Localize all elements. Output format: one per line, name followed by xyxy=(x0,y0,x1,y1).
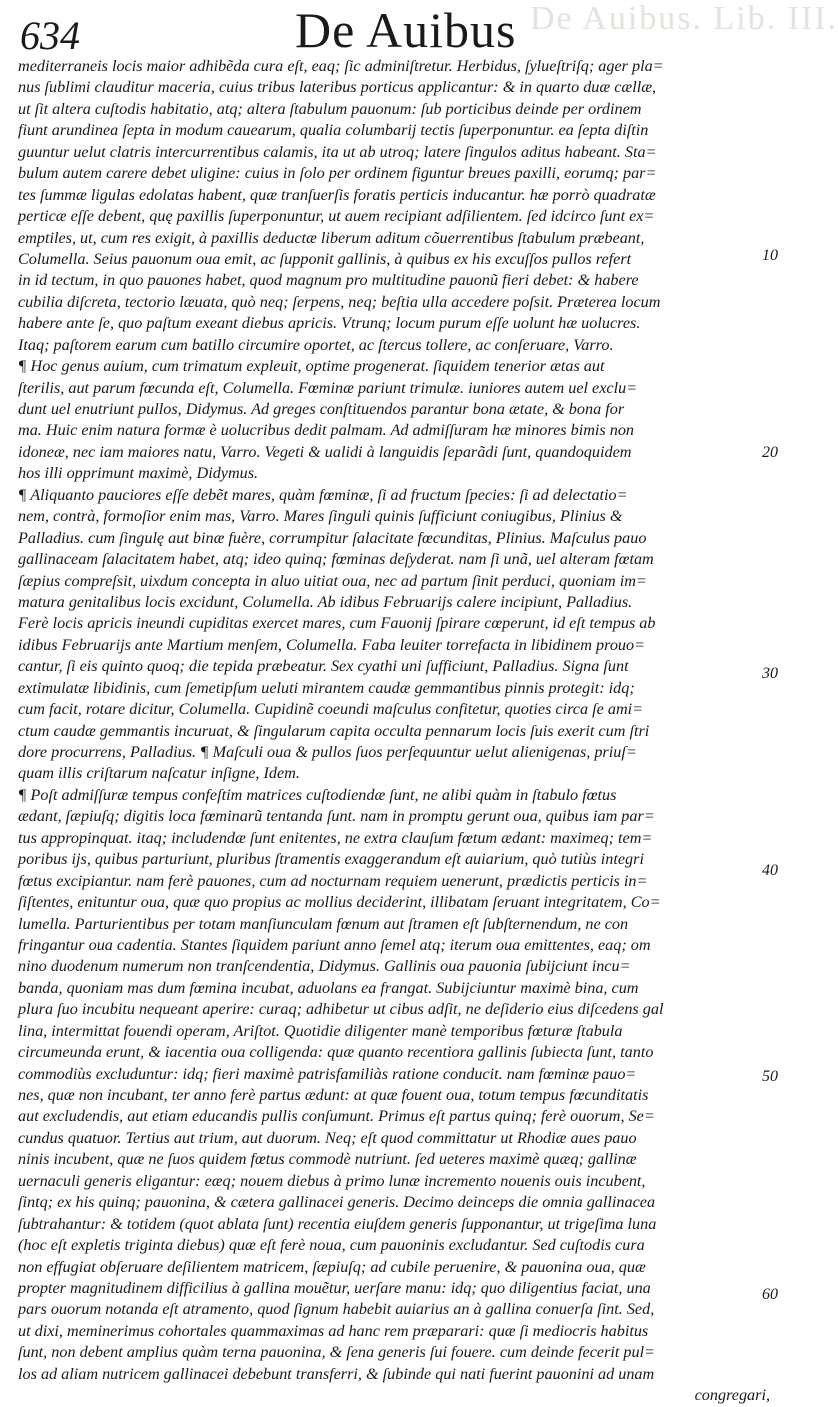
text-line: nes, quæ non incubant, ter anno ferè partus ædunt: at quæ fouent oua, totum tempus fœcunditatis xyxy=(18,1086,649,1104)
text-line: (hoc eſt expletis triginta diebus) quæ eſt ferè noua, cum pauoninis excludantur. Sed cuſtodis cura xyxy=(18,1236,645,1255)
bleed-through-header: De Auibus. Lib. III. xyxy=(530,0,838,37)
text-line: in id tectum, in quo pauones habet, quod magnum pro multitudine pauonũ fieri debet: & habere xyxy=(18,271,639,290)
text-line: dore procurrens, Palladius. ¶ Maſculi oua & pullos ſuos perſequuntur uelut alienigenas, priuſ= xyxy=(18,743,637,761)
text-line: extimulatæ libidinis, cum ſemetipſum ueluti mirantem caudæ gemmantibus pinnis protegit: idq; xyxy=(18,678,635,697)
text-line: ſterilis, aut parum fœcunda eſt, Columella. Fœminæ pariunt trimulæ. iuniores autem uel exclu= xyxy=(18,378,638,397)
text-line: matura genitalibus locis excidunt, Columella. Ab idibus Februarijs calere incipiunt, Palladius. xyxy=(18,592,633,611)
text-line: idoneæ, nec iam maiores natu, Varro. Vegeti & ualidi à languidis ſeparãdi ſunt, quandoquidem xyxy=(18,442,632,461)
text-line: ctum caudæ gemmantis incuruat, & ſingularum capita occulta pennarum locis ſuis exerit cum ſtri xyxy=(18,721,650,740)
text-line: emptiles, ut, cum res exigit, à paxillis deductæ liberum aditum cõuerrentibus ſtabulum præbeant, xyxy=(18,228,645,247)
margin-line-number: 10 xyxy=(762,247,778,264)
text-line: ſæpius compreſsit, uixdum concepta in aluo uitiat oua, nec ad partum ſinit perduci, quoniam im= xyxy=(18,571,647,590)
running-head: De Auibus xyxy=(295,2,517,58)
margin-line-number: 40 xyxy=(762,862,778,879)
text-line: cundus quatuor. Tertius aut trium, aut duorum. Neq; eſt quod committatur ut Rhodiæ aues pauo xyxy=(18,1128,637,1147)
text-line: uernaculi generis eligantur: eæq; nouem diebus à primo lunæ incremento nouenis ouis incubent, xyxy=(18,1171,646,1190)
text-line: hos illi opprimunt maximè, Didymus. xyxy=(18,464,259,483)
text-line: ſunt, non debent amplius quàm terna pauonina, & ſena generis ſui fouere. cum deinde fecerit pul= xyxy=(18,1343,656,1362)
text-line: ſubtrahantur: & totidem (quot ablata ſunt) recentia eiuſdem generis ſupponantur, ut trigeſima luna xyxy=(18,1214,657,1233)
text-line: nus ſublimi clauditur maceria, cuius tribus lateribus porticus applicantur: & in quarto duæ cællæ, xyxy=(18,78,657,97)
text-line: lina, intermittat fouendi operam, Ariſtot. Quotidie diligenter manè temporibus fœturæ ſtabula xyxy=(18,1021,623,1040)
text-line: congregari, xyxy=(694,1386,770,1405)
text-line: ædant, ſæpiuſq; digitis loca fœminarũ tentanda ſunt. nam in promptu gerunt oua, quibus iam par= xyxy=(18,807,655,826)
text-line: non effugiat obſeruare deſilientem matricem, ſæpiuſq; ad cubile peruenire, & pauonina oua, quæ xyxy=(18,1257,646,1276)
text-line: circumeunda erunt, & iacentia oua colligenda: quæ quanto recentiora gallinis ſubiecta ſunt, tanto xyxy=(18,1043,654,1062)
text-line: quam illis criſtarum naſcatur inſigne, Idem. xyxy=(18,764,300,783)
margin-line-number: 20 xyxy=(762,444,778,461)
text-line: Palladius. cum ſingulę aut binæ fuère, corrumpitur ſalacitate fœcunditas, Plinius. Maſculus pauo xyxy=(18,528,647,547)
text-line: poribus ijs, quibus parturiunt, pluribus ſtramentis exaggerandum eſt auiarium, quò tutiùs integri xyxy=(18,850,644,869)
margin-line-number: 50 xyxy=(762,1068,778,1085)
text-line: habere ante ſe, quo paſtum exeant diebus apricis. Vtrunq; locum purum eſſe uolunt hæ uolucres. xyxy=(18,314,641,333)
text-line: Columella. Seius pauonum oua emit, ac ſupponit gallinis, à quibus ex his excuſſos pullos refert xyxy=(18,249,632,268)
text-line: cantur, ſi eis quinto quoq; die tepida præbeatur. Sex cyathi uni ſufficiunt, Palladius. Signa ſunt xyxy=(18,657,629,676)
page-number: 634 xyxy=(20,13,80,58)
text-line: Ferè locis apricis ineundi cupiditas exercet mares, cum Fauonij ſpirare cœperunt, id eſt tempus ab xyxy=(18,614,656,633)
text-line: guuntur uelut clatris intercurrentibus calamis, ita ut ab utroq; latere ſingulos aditus habeant. Sta= xyxy=(18,142,657,161)
body-text-block xyxy=(18,56,770,1407)
text-line: ¶ Hoc genus auium, cum trimatum expleuit, optime progenerat. ſiquidem tenerior ætas aut xyxy=(18,357,605,376)
text-line: ut dixi, meminerimus cohortales quammaximas ad hanc rem præparari: quæ ſi mediocris habitus xyxy=(18,1321,649,1340)
text-line: tes ſummæ ligulas edolatas habent, quæ tranſuerſis foratis perticis inducantur. hæ porrò quadratæ xyxy=(18,185,656,204)
text-line: fringantur oua cadentia. Stantes ſiquidem pariunt anno ſemel atq; iterum oua emittentes, eaq; om xyxy=(18,935,651,954)
text-line: los ad aliam nutricem gallinacei debebunt transferri, & ſubinde qui nati fuerint pauonini ad unam xyxy=(18,1364,655,1383)
text-line: ¶ Poſt admiſſuræ tempus confeſtim matrices cuſtodiendæ ſunt, ne alibi quàm in ſtabulo fœtus xyxy=(18,785,617,804)
text-line: cum facit, rotare dicitur, Columella. Cupidinẽ coeundi maſculus confitetur, quoties circa ſe ami= xyxy=(18,700,644,719)
text-line: mediterraneis locis maior adhibẽda cura eſt, eaq; ſic adminiſtretur. Herbidus, ſylueſtriſq; ager pla= xyxy=(18,57,664,75)
text-line: nem, contrà, formoſior enim mas, Varro. Mares ſinguli quinis ſufficiunt coniugibus, Plinius & xyxy=(18,507,623,526)
text-line: ¶ Aliquanto pauciores eſſe debẽt mares, quàm fœminæ, ſi ad fructum ſpecies: ſi ad delectatio= xyxy=(18,485,628,504)
text-line: ninis incubent, quæ ne ſuos quidem fœtus commodè nutriunt. ſed ueteres maximè quæq; gallinæ xyxy=(18,1150,637,1169)
text-line: plura ſuo incubitu nequeant aperire: curaq; adhibetur ut cibus adſit, ne deſiderio eius diſcedens gal xyxy=(18,1000,664,1019)
text-line: bulum autem carere debet uligine: cuius in ſolo per ordinem figuntur breues paxilli, eorumq; par= xyxy=(18,164,657,183)
text-line: ſiſtentes, enituntur oua, quæ quo propius ac mollius deciderint, illibatam ſeruant integritatem, Co= xyxy=(18,893,661,912)
text-line: commodiùs excluduntur: idq; fieri maximè patrisfamiliàs ratione conducit. nam fœminæ pauo= xyxy=(18,1064,637,1083)
text-line: banda, quoniam mas dum fœmina incubat, aduolans ea frangat. Subijciuntur maximè bina, cum xyxy=(18,978,639,997)
text-line: propter magnitudinem difficilius à gallina mouẽtur, uerſare manu: idq; quo diligentius faciat, una xyxy=(18,1278,651,1297)
text-line: nino duodenum numerum non tranſcendentia, Didymus. Gallinis oua pauonia ſubijciunt incu= xyxy=(18,957,631,976)
text-line: Itaq; paſtorem earum cum batillo circumire oportet, ac ſtercus tollere, ac conſeruare, Varro. xyxy=(18,335,614,354)
text-line: fœtus excipiantur. nam ferè pauones, cum ad nocturnam requiem uenerunt, prædictis perticis in= xyxy=(18,871,648,890)
text-line: ſintq; ex his quinq; pauonina, & cætera gallinacei generis. Decimo deinceps die omnia gallinacea xyxy=(18,1193,656,1212)
text-line: gallinaceam ſalacitatem habet, atq; ideo quinq; fœminas deſyderat. nam ſi unã, uel alteram fœtam xyxy=(18,550,654,569)
text-line: pars ouorum notanda eſt atramento, quod ſignum habebit auiarius an à gallina conuerſa ſint. Sed, xyxy=(18,1300,655,1319)
text-line: idibus Februarijs ante Martium menſem, Columella. Faba leuiter torrefacta in libidinem prouo= xyxy=(18,635,646,654)
text-line: aut excludendis, aut etiam educandis pullis conſumunt. Primus eſt partus quinq; ferè ouorum, Se= xyxy=(18,1107,655,1126)
text-line: ut ſit altera cuſtodis habitatio, atq; altera ſtabulum pauonum: ſub porticibus deinde per ordinem xyxy=(18,99,642,118)
text-line: ma. Huic enim natura formæ è uolucribus dedit palmam. Ad admiſſuram hæ minores bimis non xyxy=(18,421,635,440)
text-line: tus appropinquat. itaq; includendæ ſunt enitentes, ne extra clauſum fœtum ædant: maximeq; tem= xyxy=(18,828,653,847)
text-line: perticæ eſſe debent, quę paxillis ſuperponuntur, ut auem recipiant adſilientem. ſed idcirco ſunt ex= xyxy=(18,207,655,226)
text-line: lumella. Parturientibus per totam manſiunculam fœnum aut ſtramen eſt ſubſternendum, ne con xyxy=(18,914,629,933)
margin-line-number: 30 xyxy=(762,665,778,682)
margin-line-number: 60 xyxy=(762,1286,778,1303)
text-line: dunt uel enutriunt pullos, Didymus. Ad greges conſtituendos parantur bona ætate, & bona for xyxy=(18,400,625,418)
text-line: cubilia diſcreta, tectorio læuata, quò neq; ſerpens, neq; beſtia ulla accedere poſsit. Præterea locum xyxy=(18,292,661,311)
text-line: fiunt arundinea ſepta in modum cauearum, qualia columbarij tectis ſuperponuntur. ea ſepta diſtin xyxy=(18,121,649,140)
